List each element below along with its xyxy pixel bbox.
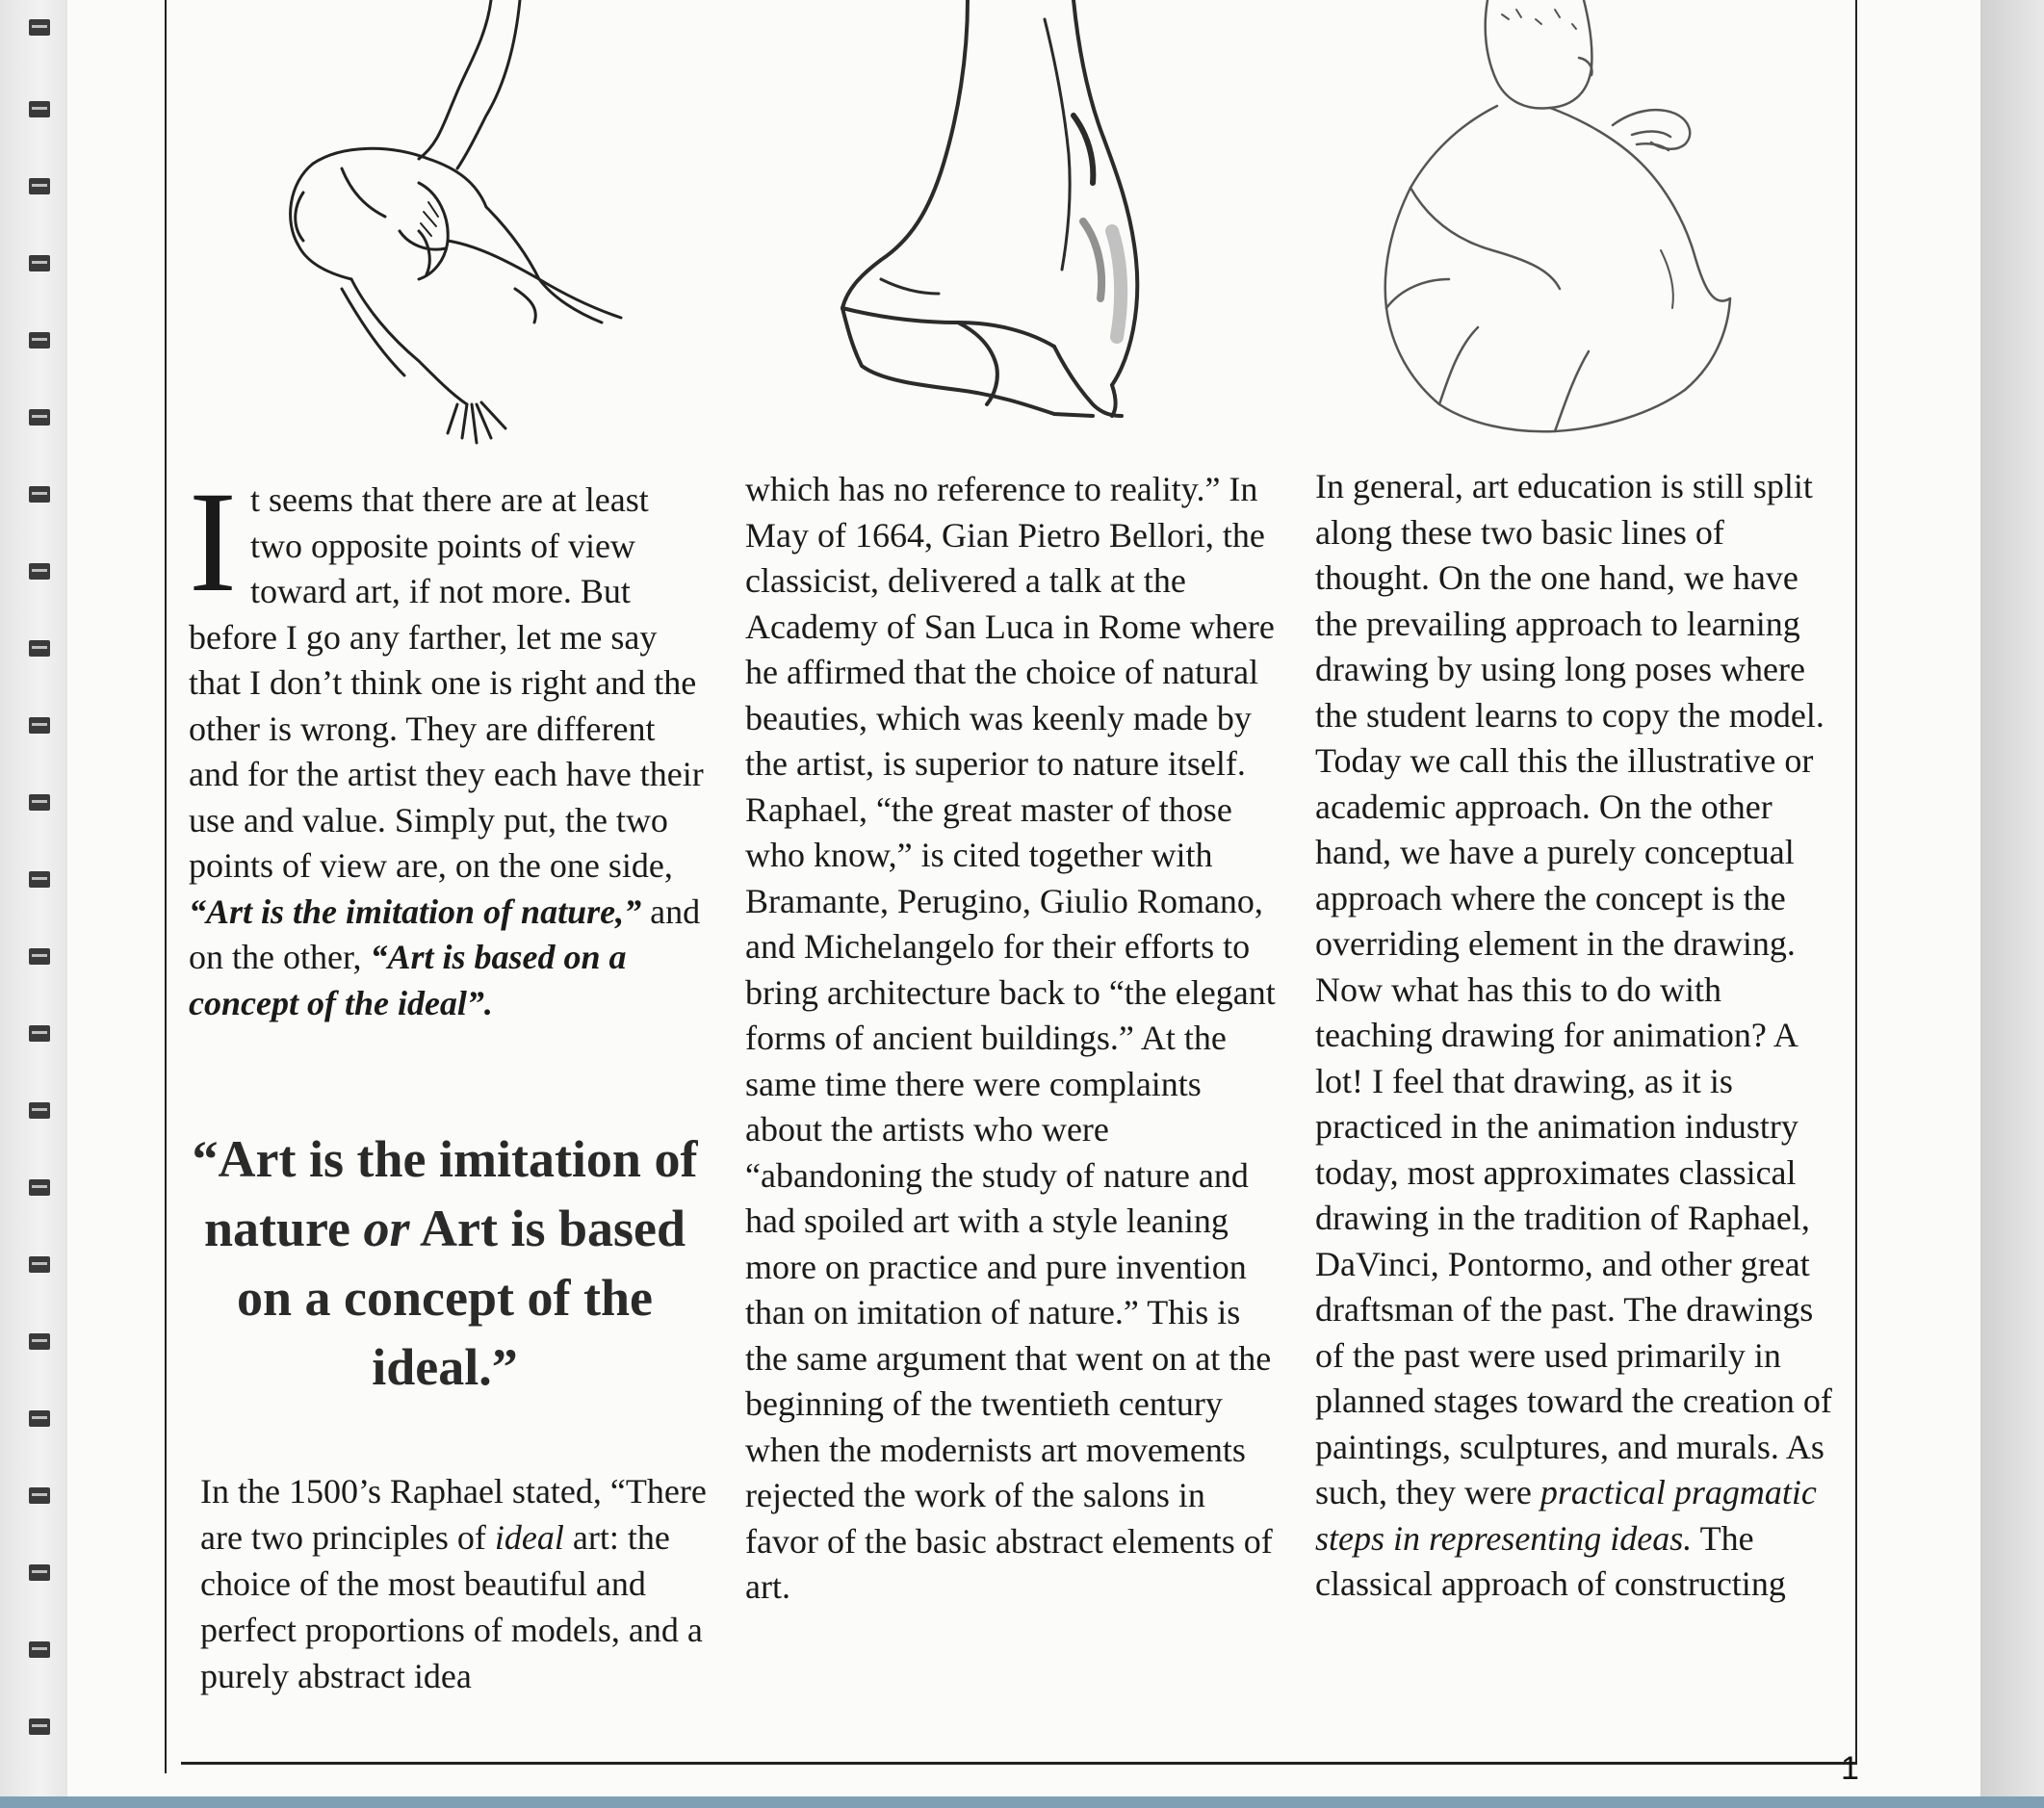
intro-text-a: t seems that there are at least two opposite points of view toward art, if not more. But before I go any farther, let me say that I don’t think one is right and the other is wrong. They are different and for the artist they each have their use and value. Simply put, the two points of view are, on the one side, xyxy=(189,480,704,885)
binding-ring xyxy=(29,486,50,503)
binding-ring xyxy=(29,1256,50,1273)
raphael-ideal: ideal xyxy=(494,1518,564,1557)
frame-border-left xyxy=(165,0,167,1773)
binding-ring xyxy=(29,255,50,271)
pull-quote-part1: “Art is the imitation of nature xyxy=(192,1130,698,1257)
column-2-text: which has no reference to reality.” In May of 1664, Gian Pietro Bellori, the classicist, delivered a talk at the Academy of San Luca in Rome where he affirmed that the choice of natural beauties, which was keenly made by the artist, is superior to nature itself. Raphael, “the great master of those who know,” is cited together with Bramante, Perugino, Giulio Romano, and Michelangelo for their efforts to bring architecture back to “the elegant forms of ancient buildings.” At the same time there were complaints about the artists who were “abandoning the study of nature and had spoiled art with a style leaning more on practice and pure invention than on imitation of nature.” This is the same argument that went on at the beginning of the twentieth century when the modernists art movements rejected the work of the salons in favor of the basic abstract elements of art. xyxy=(745,470,1276,1606)
intro-text-b: and on the other, xyxy=(189,891,701,976)
binding-ring xyxy=(29,717,50,734)
binding-ring xyxy=(29,563,50,580)
binding-ring xyxy=(29,1487,50,1504)
crouching-figure-sketch-icon xyxy=(197,0,631,462)
frame-border-right xyxy=(1855,0,1857,1763)
raphael-text-b: art: the choice of the most beautiful and perfect proportions of models, and a purely abstract idea xyxy=(200,1518,703,1695)
pull-quote-or: or xyxy=(363,1200,410,1257)
binding-ring xyxy=(29,871,50,888)
column-3-text-a: In general, art education is still split along these two basic lines of thought. On the one hand, we have the prevailing approach to learning drawing by using long poses where the student learns to copy the model. Today we call this the illustrative or academic approach. On the other hand, we have a purely conceptual approach where the concept is the overriding element in the drawing. Now what has this to do with teaching drawing for animation? A lot! I feel that drawing, as it is practiced in the animation industry today, most approximates classical drawing in the tradition of Raphael, DaVinci, Pontormo, and other great draftsman of the past. The drawings of the past were used primarily in planned stages toward the creation of paintings, sculptures, and murals. As such, they were xyxy=(1315,467,1832,1511)
binding-ring xyxy=(29,1333,50,1350)
pull-quote xyxy=(185,1124,705,1402)
seated-figure-back-sketch-icon xyxy=(1343,0,1747,438)
page-number: 1 xyxy=(1841,1750,1859,1787)
binding-ring xyxy=(29,101,50,117)
column-1-intro xyxy=(189,462,709,1026)
spiral-binding xyxy=(0,0,67,1808)
binding-ring xyxy=(29,1102,50,1119)
binding-ring xyxy=(29,948,50,965)
binding-ring xyxy=(29,1718,50,1735)
binding-ring xyxy=(29,794,50,811)
drop-cap: I xyxy=(189,462,237,622)
pull-quote-part2: Art is based on a concept of the ideal.” xyxy=(237,1200,686,1396)
binding-ring xyxy=(29,178,50,194)
page-edge xyxy=(1980,0,2044,1808)
binding-ring xyxy=(29,1641,50,1658)
frame-border-bottom xyxy=(181,1762,1857,1765)
binding-ring xyxy=(29,1025,50,1042)
binding-ring xyxy=(29,1410,50,1427)
binding-ring xyxy=(29,1179,50,1196)
quote-imitation-of-nature: “Art is the imitation of nature,” xyxy=(189,891,642,931)
column-3-italic: practical pragmatic steps in representing ideas. xyxy=(1315,1473,1817,1558)
quote-concept-of-ideal: “Art is based on a concept of the ideal”. xyxy=(189,938,627,1022)
binding-ring xyxy=(29,640,50,657)
raphael-paragraph xyxy=(200,1468,711,1699)
binding-ring xyxy=(29,409,50,426)
bottom-strip xyxy=(0,1796,2044,1808)
kneeling-figure-sketch-icon xyxy=(823,0,1237,433)
binding-ring xyxy=(29,19,50,36)
column-3-text-b: The classical approach of constructing xyxy=(1315,1518,1786,1603)
binding-ring xyxy=(29,1564,50,1581)
binding-ring xyxy=(29,332,50,349)
column-3-paragraph xyxy=(1315,464,1840,1608)
column-3 xyxy=(1315,464,1840,1608)
intro-paragraph xyxy=(189,462,709,1026)
raphael-text-a: In the 1500’s Raphael stated, “There are two principles of xyxy=(200,1472,707,1557)
column-2 xyxy=(745,467,1284,1611)
